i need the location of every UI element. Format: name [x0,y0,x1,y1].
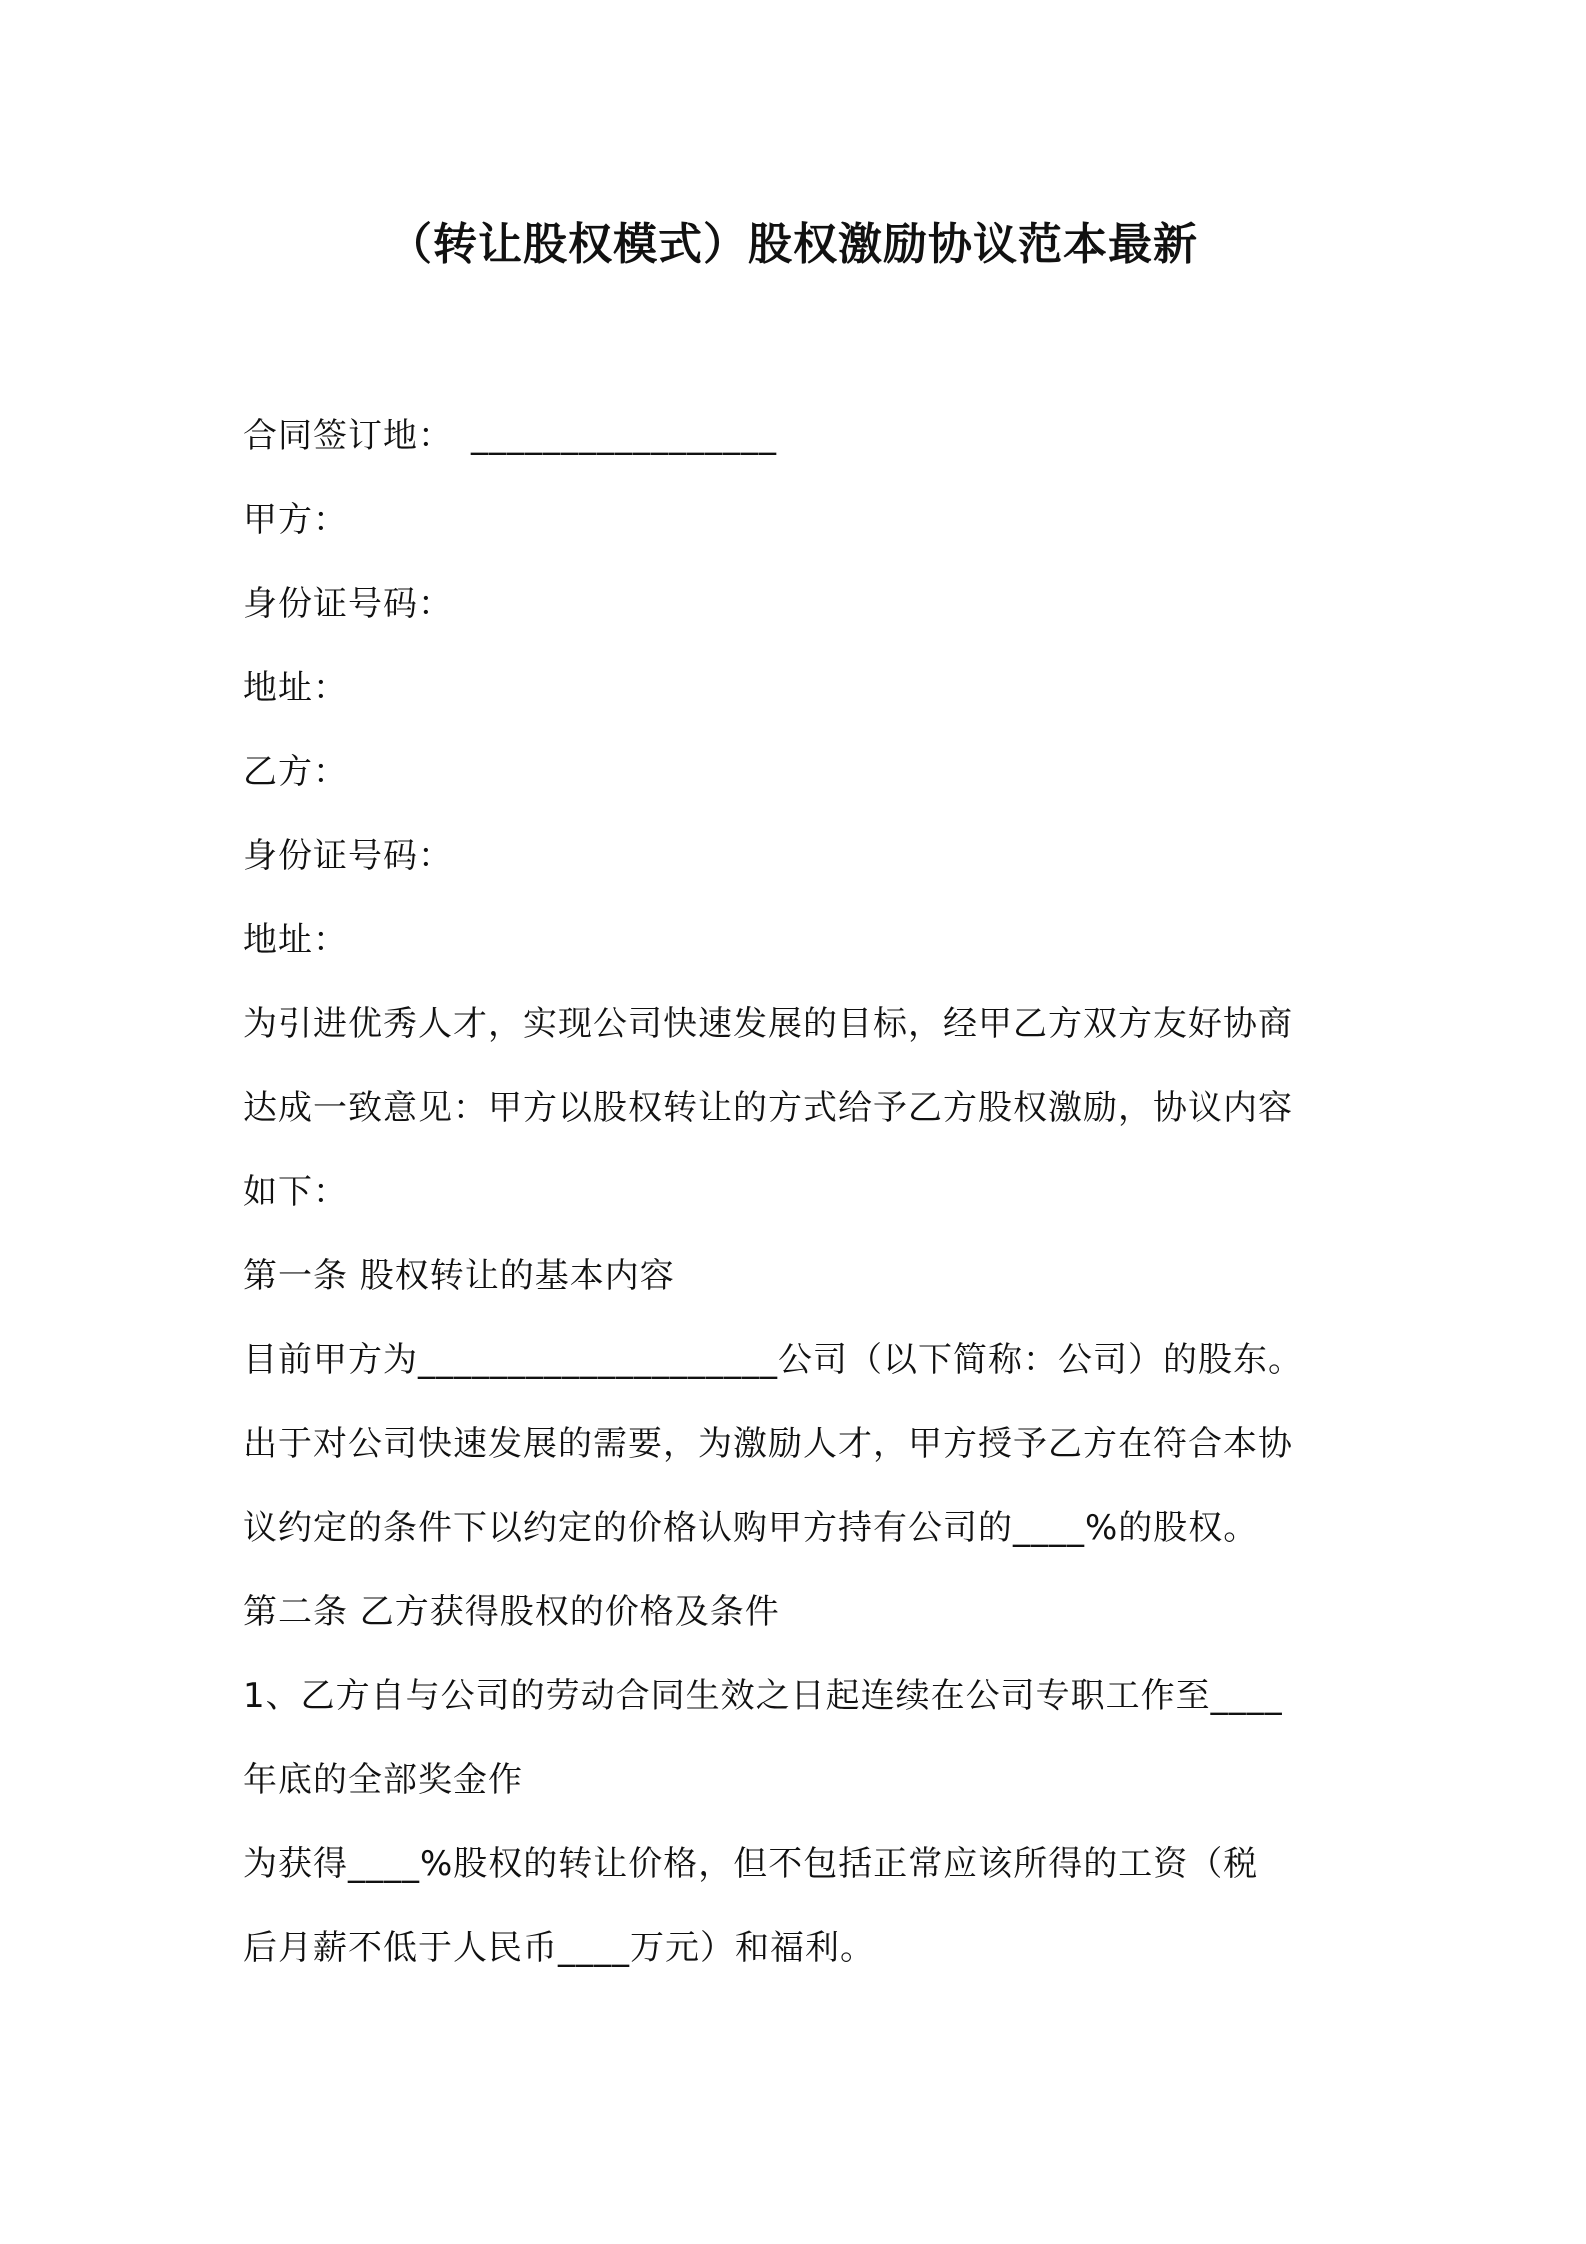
preamble-line-3: 如下： [243,1172,348,1212]
article-two-line-1: 1、乙方自与公司的劳动合同生效之日起连续在公司专职工作至____ [243,1676,1283,1716]
article-one-line-1: 目前甲方为____________________公司（以下简称：公司）的股东。 [243,1340,1303,1380]
party-b-address-line: 地址： [243,920,348,960]
contract-place-line: 合同签订地： _________________ [243,416,777,456]
party-b-line: 乙方： [243,752,348,792]
preamble-line-1: 为引进优秀人才，实现公司快速发展的目标，经甲乙方双方友好协商 [243,1004,1293,1044]
document-title: （转让股权模式）股权激励协议范本最新 [388,219,1198,270]
article-two-line-2: 年底的全部奖金作 [243,1760,523,1800]
preamble-line-2: 达成一致意见：甲方以股权转让的方式给予乙方股权激励，协议内容 [243,1088,1293,1128]
party-a-line: 甲方： [243,500,348,540]
article-two-heading: 第二条 乙方获得股权的价格及条件 [243,1592,780,1632]
party-a-address-line: 地址： [243,668,348,708]
article-two-line-3: 为获得____%股权的转让价格，但不包括正常应该所得的工资（税 [243,1844,1259,1884]
article-two-line-4: 后月薪不低于人民币____万元）和福利。 [243,1928,875,1968]
party-b-id-line: 身份证号码： [243,836,453,876]
party-a-id-line: 身份证号码： [243,584,453,624]
article-one-heading: 第一条 股权转让的基本内容 [243,1256,675,1296]
article-one-line-2: 出于对公司快速发展的需要，为激励人才，甲方授予乙方在符合本协 [243,1424,1293,1464]
article-one-line-3: 议约定的条件下以约定的价格认购甲方持有公司的____%的股权。 [243,1508,1259,1548]
